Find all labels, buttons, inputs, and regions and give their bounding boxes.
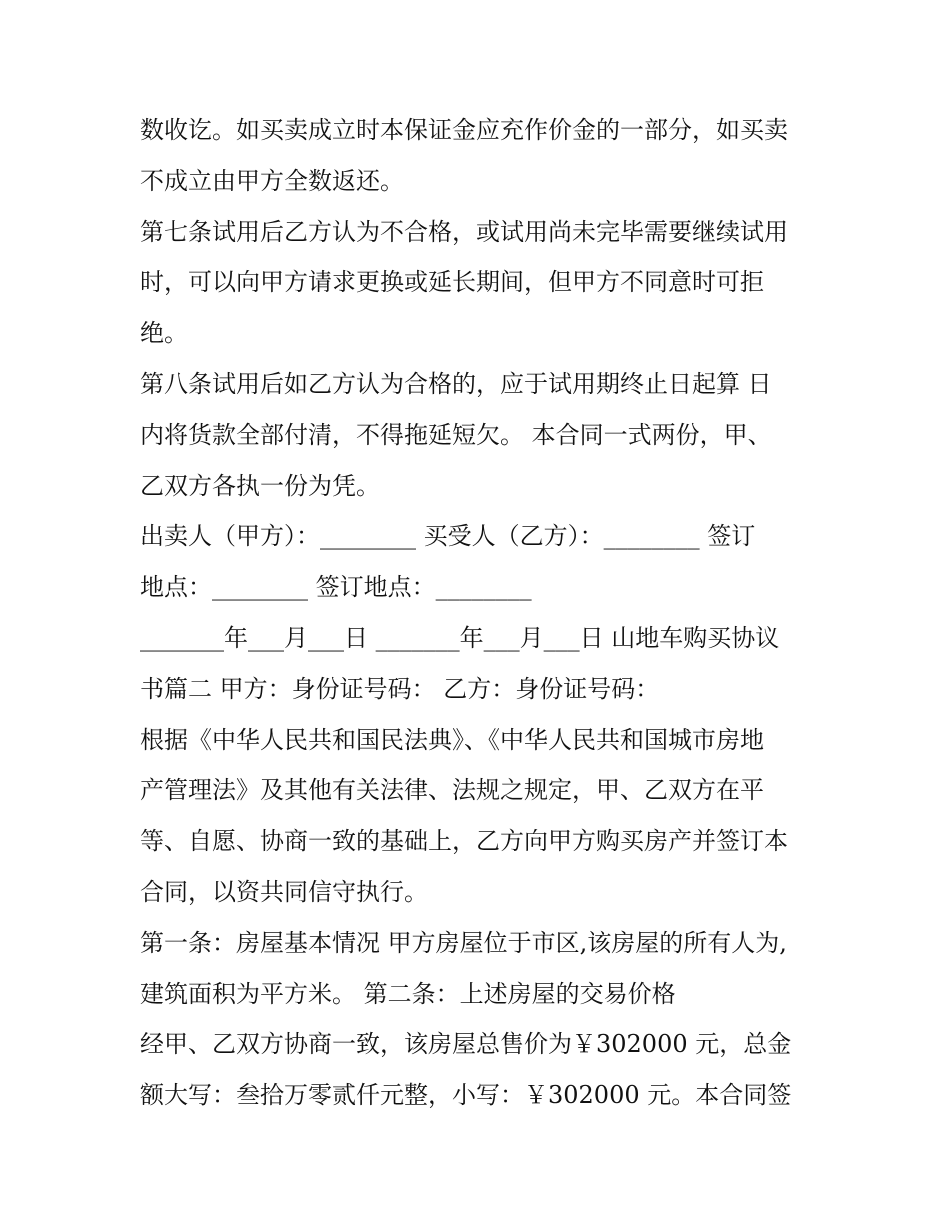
- text-line: 经甲、乙双方协商一致，该房屋总售价为￥302000 元，总金: [140, 1030, 792, 1059]
- text-line: 合同，以资共同信守执行。: [140, 877, 428, 906]
- signature-line: 地点：________ 签订地点：________: [140, 573, 532, 602]
- text-line: 书篇二 甲方：身份证号码： 乙方：身份证号码：: [140, 674, 660, 703]
- text-line: 时，可以向甲方请求更换或延长期间，但甲方不同意时可拒: [140, 268, 764, 297]
- text-line: 根据《中华人民共和国民法典》、《中华人民共和国城市房地: [140, 725, 764, 754]
- text-line: 第一条：房屋基本情况 甲方房屋位于市区,该房屋的所有人为,: [140, 928, 787, 957]
- text-line: 内将货款全部付清，不得拖延短欠。 本合同一式两份，甲、: [140, 420, 772, 449]
- text-line: 第八条试用后如乙方认为合格的，应于试用期终止日起算 日: [140, 369, 772, 398]
- text-line: 等、自愿、协商一致的基础上，乙方向甲方购买房产并签订本: [140, 827, 788, 856]
- text-line: 乙双方各执一份为凭。: [140, 471, 380, 500]
- text-line: 产管理法》及其他有关法律、法规之规定，甲、乙双方在平: [140, 776, 764, 805]
- signature-line: 出卖人（甲方）：________ 买受人（乙方）：________ 签订: [140, 522, 756, 551]
- text-line: 绝。: [140, 319, 188, 348]
- text-line: 第七条试用后乙方认为不合格，或试用尚未完毕需要继续试用: [140, 217, 788, 246]
- text-line: 数收讫。如买卖成立时本保证金应充作价金的一部分，如买卖: [140, 116, 788, 144]
- document-body: [140, 105, 820, 1121]
- text-line: 建筑面积为平方米。 第二条：上述房屋的交易价格: [140, 979, 676, 1008]
- date-line: _______年___月___日 _______年___月___日 山地车购买协议: [140, 623, 780, 652]
- text-line: 额大写：叁拾万零贰仟元整，小写：￥302000 元。本合同签: [140, 1081, 792, 1110]
- text-line: 不成立由甲方全数返还。: [140, 166, 404, 195]
